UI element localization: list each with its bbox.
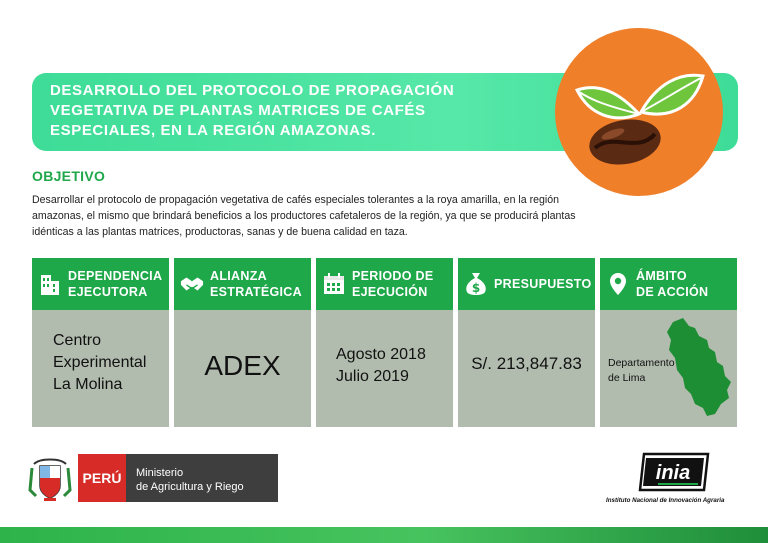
ministry-label-box: Ministerio de Agricultura y Riego [126,454,278,502]
card-periodo [316,258,453,427]
card-label: PRESUPUESTO [494,277,592,291]
card-header [174,258,311,310]
coat-of-arms-icon [28,456,72,502]
inia-full-name: Instituto Nacional de Innovación Agraria [606,497,725,504]
objetivo-heading: OBJETIVO [32,168,106,184]
lima-map-icon [665,318,733,418]
card-alianza [174,258,311,427]
title-line-2: VEGETATIVA DE PLANTAS MATRICES DE CAFÉS [50,102,426,119]
svg-text:inia: inia [655,462,691,484]
handshake-icon [180,270,204,298]
coffee-logo-circle [555,28,723,196]
presupuesto-value: S/. 213,847.83 [471,354,582,373]
card-label: DEPENDENCIA EJECUTORA [68,269,163,299]
card-label: ÁMBITO DE ACCIÓN [636,269,709,299]
peru-label-box: PERÚ [78,454,126,502]
ambito-value: Departamento de Lima [608,357,675,384]
card-body [316,310,453,427]
building-icon [38,270,62,298]
card-ambito [600,258,737,427]
footer-band [0,527,768,543]
svg-text:$: $ [471,281,481,295]
alianza-value: ADEX [204,350,281,381]
title-line-1: DESARROLLO DEL PROTOCOLO DE PROPAGACIÓN [50,82,455,99]
periodo-value: Agosto 2018 Julio 2019 [336,346,426,385]
coffee-bean-icon [555,28,723,196]
location-pin-icon [606,270,630,298]
inia-logo [638,450,710,494]
card-header [316,258,453,310]
card-header [600,258,737,310]
objetivo-text: Desarrollar el protocolo de propagación vegetativa de cafés especiales tolerantes a la roya amarilla, en la región amazonas, el mismo que brindará beneficios a los productores cafetaleros de la región, ya que se producirá plantas idénticas a las plantas matrices, productoras, sanas y de buena calidad en taza. [32,194,576,238]
calendar-icon [322,270,346,298]
card-dependencia [32,258,169,427]
card-body [458,310,595,427]
card-label: PERIODO DE EJECUCIÓN [352,269,434,299]
card-header [32,258,169,310]
dependencia-value: Centro Experimental La Molina [53,332,147,393]
card-header [458,258,595,310]
card-label: ALIANZA ESTRATÉGICA [210,269,302,299]
card-body [600,310,737,427]
card-body [174,310,311,427]
card-presupuesto [458,258,595,427]
money-bag-icon [464,270,488,298]
title-line-3: ESPECIALES, EN LA REGIÓN AMAZONAS. [50,122,376,139]
card-body [32,310,169,427]
